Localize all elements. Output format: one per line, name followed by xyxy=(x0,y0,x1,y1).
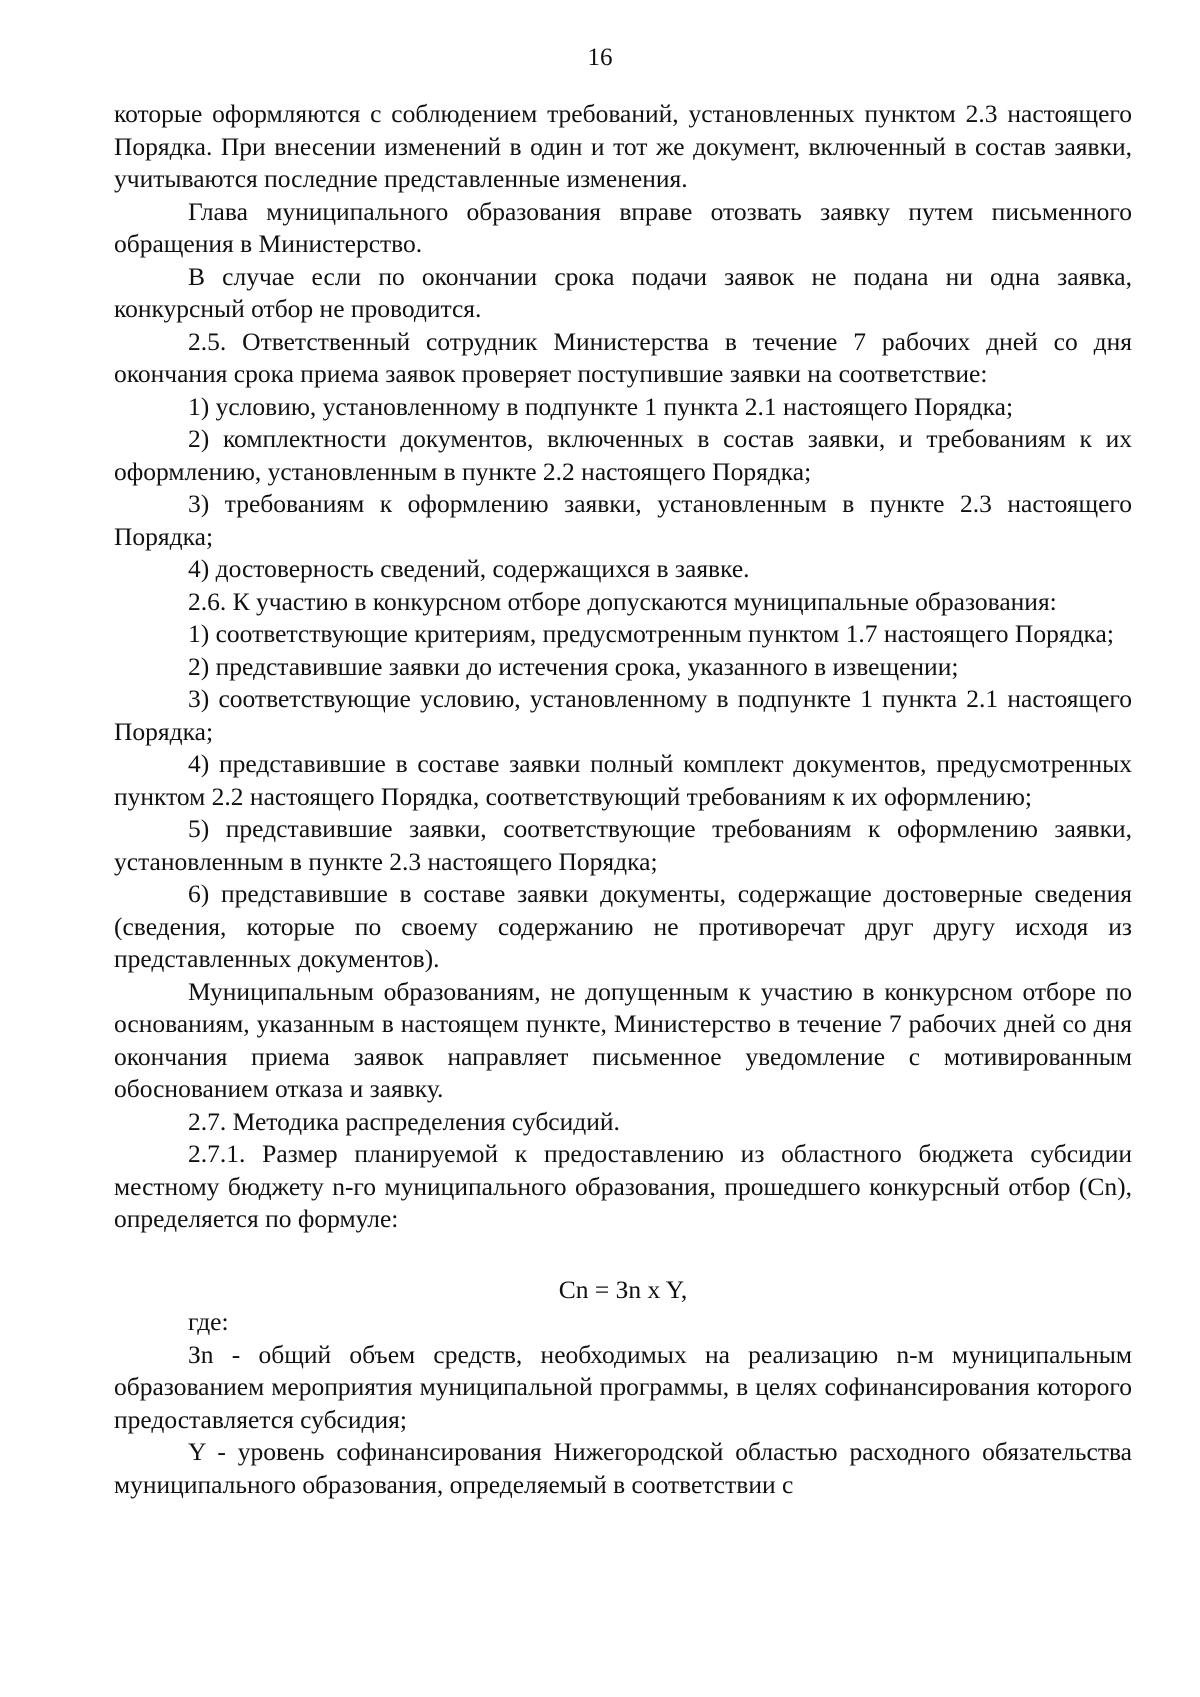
section-heading: 2.7. Методика распределения субсидий. xyxy=(188,1106,620,1136)
list-item: 2) представившие заявки до истечения срока, указанного в извещении; xyxy=(188,651,959,681)
paragraph: 2.5. Ответственный сотрудник Министерства в течение 7 рабочих дней со дня окончания срока приема заявок проверяет поступившие заявки на соответствие: xyxy=(114,326,1132,388)
list-item: 2) комплектности документов, включенных в состав заявки, и требованиям к их оформлению, установленным в пункте 2.2 настоящего Порядка; xyxy=(114,424,1132,486)
paragraph: 2.7.1. Размер планируемой к предоставлению из областного бюджета субсидии местному бюджету n-го муниципального образования, прошедшего конкурсный отбор (Сn), определяется по формуле: xyxy=(114,1139,1132,1233)
list-item: 1) условию, установленному в подпункте 1 пункта 2.1 настоящего Порядка; xyxy=(188,391,1014,421)
paragraph: Глава муниципального образования вправе отозвать заявку путем письменного обращения в Министерство. xyxy=(114,196,1132,258)
list-item: 6) представившие в составе заявки документы, содержащие достоверные сведения (сведения, которые по своему содержанию не противоречат друг другу исходя из представленных документов). xyxy=(114,879,1132,973)
list-item: 3) соответствующие условию, установленному в подпункте 1 пункта 2.1 настоящего Порядка; xyxy=(114,684,1132,746)
where-label: где: xyxy=(188,1307,229,1336)
paragraph: которые оформляются с соблюдением требований, установленных пунктом 2.3 настоящего Порядка. При внесении изменений в один и тот же документ, включенный в состав заявки, учитываются последние представленные изменения. xyxy=(114,99,1132,193)
definition: Зn - общий объем средств, необходимых на реализацию n-м муниципальным образованием мероприятия муниципальной программы, в целях софинансирования которого предоставляется субсидия; xyxy=(114,1339,1132,1434)
list-item: 5) представившие заявки, соответствующие требованиям к оформлению заявки, установленным в пункте 2.3 настоящего Порядка; xyxy=(114,814,1132,876)
paragraph: 2.6. К участию в конкурсном отборе допускаются муниципальные образования: xyxy=(188,586,1057,616)
document-body xyxy=(114,98,1132,1501)
list-item: 3) требованиям к оформлению заявки, установленным в пункте 2.3 настоящего Порядка; xyxy=(114,489,1132,551)
list-item: 1) соответствующие критериям, предусмотренным пунктом 1.7 настоящего Порядка; xyxy=(188,619,1114,648)
page-number: 16 xyxy=(587,44,613,71)
list-item: 4) представившие в составе заявки полный комплект документов, предусмотренных пунктом 2.2 настоящего Порядка, соответствующий требованиям к их оформлению; xyxy=(114,749,1132,811)
paragraph: Муниципальным образованиям, не допущенным к участию в конкурсном отборе по основаниям, указанным в настоящем пункте, Министерство в течение 7 рабочих дней со дня окончания приема заявок направляет письменное уведомление с мотивированным обоснованием отказа и заявку. xyxy=(114,976,1132,1103)
list-item: 4) достоверность сведений, содержащихся в заявке. xyxy=(188,554,750,583)
formula: Сn = Зn x Y, xyxy=(558,1274,688,1304)
definition: Y - уровень софинансирования Нижегородской областью расходного обязательства муниципального образования, определяемый в соответствии с xyxy=(114,1437,1132,1499)
paragraph: В случае если по окончании срока подачи заявок не подана ни одна заявка, конкурсный отбор не проводится. xyxy=(114,261,1132,323)
